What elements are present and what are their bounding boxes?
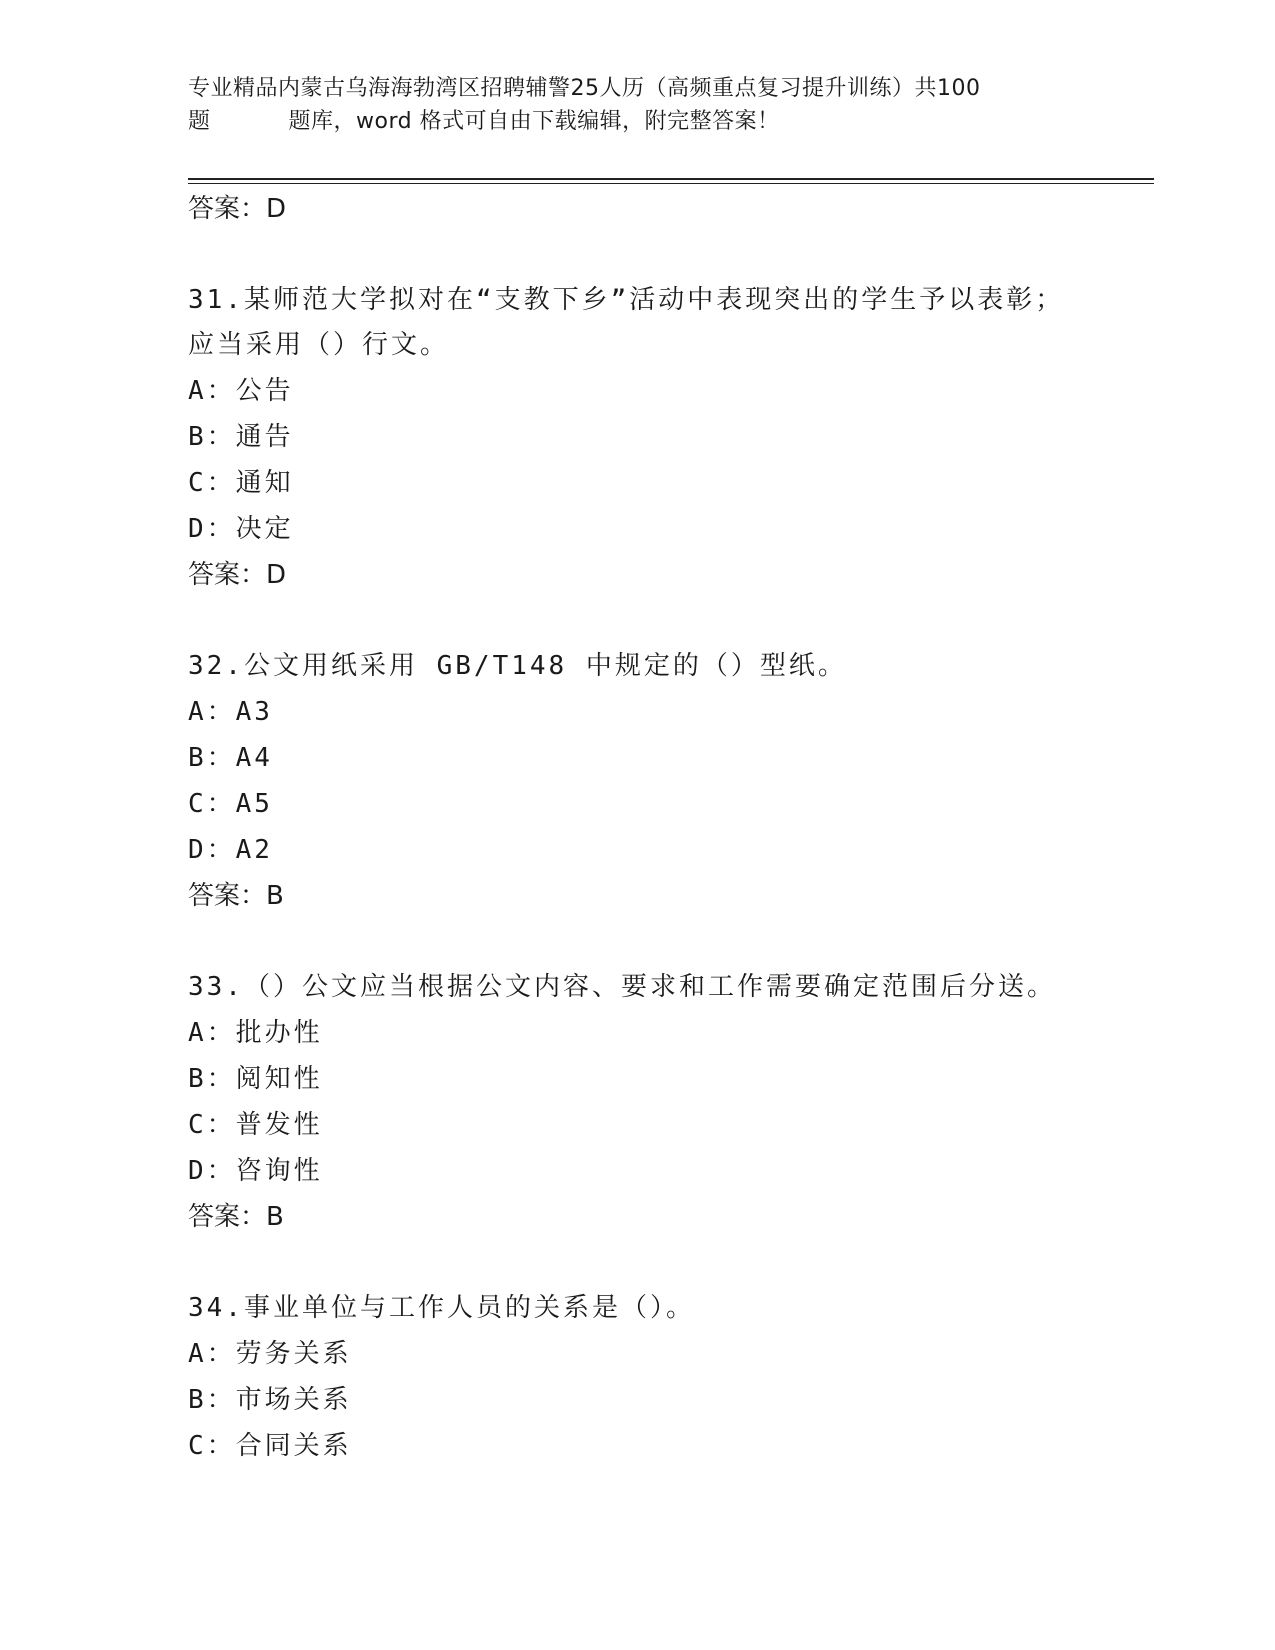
question-answer: 答案：B	[188, 1202, 284, 1232]
header-rule-thick	[188, 178, 1154, 180]
header-title-line2-rest: 题库，word 格式可自由下载编辑，附完整答案！	[288, 109, 780, 134]
page-header	[188, 72, 1088, 138]
question-list	[188, 186, 1148, 1469]
option-b: B：市场关系	[188, 1385, 352, 1415]
option-a: A：劳务关系	[188, 1339, 352, 1369]
option-c: C：A5	[188, 789, 273, 819]
option-b: B：通告	[188, 422, 294, 452]
question-block	[188, 644, 1148, 919]
question-block	[188, 278, 1148, 598]
previous-answer: 答案：D	[188, 194, 287, 224]
option-c: C：合同关系	[188, 1431, 352, 1461]
header-rule-thin	[188, 183, 1154, 184]
question-block	[188, 965, 1148, 1240]
question-answer: 答案：D	[188, 560, 287, 590]
option-c: C：普发性	[188, 1110, 323, 1140]
option-b: B：阅知性	[188, 1064, 323, 1094]
question-text-line: 32.公文用纸采用 GB/T148 中规定的（）型纸。	[188, 651, 847, 681]
option-a: A：批办性	[188, 1018, 323, 1048]
header-title-line2-start: 题	[188, 109, 211, 134]
option-d: D：决定	[188, 514, 294, 544]
header-title-line1: 专业精品内蒙古乌海海勃湾区招聘辅警25人历（高频重点复习提升训练）共100	[188, 76, 981, 101]
option-c: C：通知	[188, 468, 294, 498]
option-b: B：A4	[188, 743, 273, 773]
option-a: A：公告	[188, 376, 294, 406]
header-title-line2	[188, 105, 1088, 138]
question-text-line: 34.事业单位与工作人员的关系是（）。	[188, 1293, 695, 1323]
question-answer: 答案：B	[188, 881, 284, 911]
option-d: D：咨询性	[188, 1156, 323, 1186]
question-text-line: 31.某师范大学拟对在“支教下乡”活动中表现突出的学生予以表彰；	[188, 285, 1065, 315]
question-text-line: 应当采用（）行文。	[188, 330, 450, 360]
option-a: A：A3	[188, 697, 273, 727]
question-block	[188, 1286, 1148, 1469]
question-text-line: 33.（）公文应当根据公文内容、要求和工作需要确定范围后分送。	[188, 972, 1056, 1002]
option-d: D：A2	[188, 835, 273, 865]
